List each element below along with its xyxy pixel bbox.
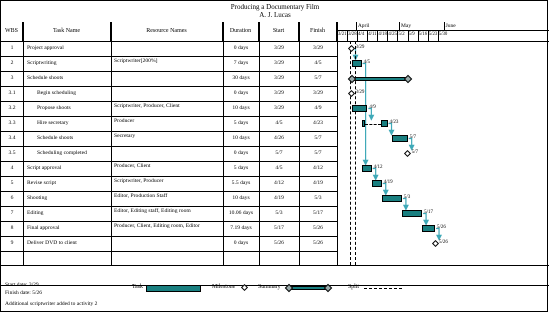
bar-date-label: 5/7 [409, 134, 417, 140]
timescale-month: May [401, 23, 412, 29]
bar-date-label: 4/12 [373, 164, 383, 170]
task-name-cell[interactable]: Project approval [27, 45, 64, 51]
task-bar[interactable] [402, 210, 422, 217]
timescale-week: 4/11 [368, 32, 377, 37]
legend-split-line [364, 288, 402, 289]
task-name-cell[interactable]: Final approval [27, 225, 60, 231]
wbs-cell[interactable]: 3 [10, 75, 14, 81]
col-header-resource-names[interactable]: Resource Names [111, 22, 223, 41]
bar-date-label: 4/9 [369, 104, 376, 110]
timescale-month: June [445, 23, 456, 29]
col-header-duration[interactable]: Duration [223, 22, 259, 41]
task-bar[interactable] [382, 195, 402, 202]
task-name-cell[interactable]: Deliver DVD to client [27, 240, 77, 246]
task-bar[interactable] [352, 105, 368, 112]
duration-cell[interactable]: 5 days [233, 120, 249, 126]
legend-split-label: Split [348, 284, 359, 290]
column-divider [111, 22, 112, 265]
duration-cell[interactable]: 7 days [233, 60, 249, 66]
start-cell[interactable]: 3/29 [274, 75, 284, 81]
duration-cell[interactable]: 0 days [233, 90, 249, 96]
bar-date-label: 4/23 [389, 119, 399, 125]
start-cell[interactable]: 3/29 [274, 105, 284, 111]
task-bar-segment[interactable] [381, 120, 388, 127]
bar-date-label: 4/5 [363, 59, 370, 65]
finish-cell[interactable]: 3/29 [313, 45, 323, 51]
timescale-week: 4/18 [378, 32, 387, 37]
start-cell[interactable]: 3/29 [274, 60, 284, 66]
timescale-week: 4/4 [358, 32, 365, 37]
duration-cell[interactable]: 0 days [233, 150, 249, 156]
legend-summary-label: Summary [258, 284, 281, 290]
resource-cell[interactable]: Producer, Client, Editing room, Editor [114, 223, 200, 229]
finish-cell[interactable]: 4/5 [314, 60, 322, 66]
wbs-cell[interactable]: 8 [10, 225, 14, 231]
col-header-finish[interactable]: Finish [299, 22, 337, 41]
wbs-cell[interactable]: 3.1 [8, 90, 16, 96]
finish-cell[interactable]: 5/17 [313, 210, 323, 216]
duration-cell[interactable]: 10 days [232, 195, 250, 201]
duration-cell[interactable]: 5.5 days [231, 180, 251, 186]
start-cell[interactable]: 4/5 [275, 120, 283, 126]
bar-date-label: 5/7 [411, 149, 419, 155]
finish-cell[interactable]: 4/19 [313, 180, 323, 186]
task-name-cell[interactable]: Schedule shoots [27, 75, 64, 81]
status-note: Additional scriptwriter added to activity 2 [5, 301, 98, 307]
task-name-cell[interactable]: Shooting [27, 195, 48, 201]
wbs-cell[interactable]: 3.3 [8, 120, 16, 126]
resource-cell[interactable]: Producer [114, 118, 135, 124]
duration-cell[interactable]: 7.19 days [230, 225, 252, 231]
finish-cell[interactable]: 5/3 [314, 195, 322, 201]
bar-date-label: 3/29 [355, 89, 365, 95]
col-header-wbs[interactable]: WBS [1, 22, 23, 41]
timescale-week: 5/2 [398, 32, 405, 37]
duration-cell[interactable]: 30 days [232, 75, 250, 81]
bar-date-label: 3/29 [355, 44, 365, 50]
task-name-cell[interactable]: Begin scheduling [37, 90, 76, 96]
header-divider [1, 41, 549, 42]
duration-cell[interactable]: 10 days [232, 135, 250, 141]
resource-cell[interactable]: Secretary [114, 133, 136, 139]
legend-task-bar [146, 285, 201, 292]
wbs-cell[interactable]: 3.4 [8, 135, 16, 141]
task-bar[interactable] [422, 225, 435, 232]
wbs-cell[interactable]: 2 [10, 60, 14, 66]
start-cell[interactable]: 5/3 [275, 210, 283, 216]
start-cell[interactable]: 5/17 [274, 225, 284, 231]
finish-cell[interactable]: 5/26 [313, 240, 323, 246]
task-name-cell[interactable]: Scheduling completed [37, 150, 87, 156]
task-name-cell[interactable]: Hire secretary [37, 120, 69, 126]
task-name-cell[interactable]: Editing [27, 210, 44, 216]
bar-date-label: 5/26 [437, 224, 446, 230]
duration-cell[interactable]: 0 days [233, 240, 249, 246]
timescale-week: 3/21 [338, 32, 347, 37]
timescale-week: 3/28 [348, 32, 357, 37]
wbs-cell[interactable]: 4 [10, 165, 14, 171]
duration-cell[interactable]: 10 days [232, 105, 250, 111]
project-author: A. J. Lucas [259, 11, 291, 19]
column-divider [259, 22, 260, 265]
finish-cell[interactable]: 5/7 [314, 150, 322, 156]
bar-date-label: 5/3 [403, 194, 411, 200]
task-bar[interactable] [372, 180, 382, 187]
finish-cell[interactable]: 5/7 [314, 75, 322, 81]
task-name-cell[interactable]: Schedule shoots [37, 135, 74, 141]
legend-milestone-label: Milestone [212, 284, 236, 290]
finish-cell[interactable]: 3/29 [313, 90, 323, 96]
task-bar[interactable] [362, 165, 372, 172]
duration-cell[interactable]: 0 days [233, 45, 249, 51]
start-cell[interactable]: 4/5 [275, 165, 283, 171]
start-cell[interactable]: 5/26 [274, 240, 284, 246]
split-dashes [365, 124, 381, 125]
col-header-start[interactable]: Start [259, 22, 299, 41]
finish-cell[interactable]: 4/9 [314, 105, 322, 111]
timescale-week: 5/23 [428, 32, 438, 37]
finish-cell[interactable]: 5/26 [313, 225, 323, 231]
start-cell[interactable]: 3/29 [274, 90, 284, 96]
wbs-cell[interactable]: 3.5 [8, 150, 16, 156]
wbs-cell[interactable]: 5 [10, 180, 14, 186]
timescale-week: 5/9 [408, 32, 415, 37]
project-title: Producing a Documentary Film [230, 3, 320, 11]
column-divider [23, 22, 24, 265]
resource-cell[interactable]: Scriptwriter[200%] [114, 58, 158, 64]
finish-cell[interactable]: 4/23 [313, 120, 323, 126]
bar-date-label: 4/19 [383, 179, 393, 185]
finish-cell[interactable]: 4/12 [313, 165, 323, 171]
wbs-cell[interactable]: 3.2 [8, 105, 16, 111]
resource-cell[interactable]: Scriptwriter, Producer, Client [114, 103, 180, 109]
dependency-arrows [1, 22, 549, 312]
task-name-cell[interactable]: Propose shoots [37, 105, 71, 111]
col-header-task-name[interactable]: Task Name [23, 22, 111, 41]
column-divider [337, 22, 338, 265]
start-date-label: Start date: 3/29 [5, 282, 39, 288]
table-bottom-divider [1, 265, 549, 266]
wbs-cell[interactable]: 1 [10, 45, 14, 51]
resource-cell[interactable]: Producer, Client [114, 163, 151, 169]
finish-date-label: Finish date: 5/26 [5, 290, 42, 296]
task-bar[interactable] [392, 135, 408, 142]
project-start-line [355, 41, 356, 265]
timescale-month: April [357, 23, 370, 29]
column-divider [299, 22, 300, 265]
start-cell[interactable]: 4/19 [274, 195, 284, 201]
column-divider [223, 22, 224, 265]
resource-cell[interactable]: Scriptwriter, Producer [114, 178, 164, 184]
wbs-cell[interactable]: 9 [10, 240, 14, 246]
start-cell[interactable]: 4/12 [274, 180, 284, 186]
start-cell[interactable]: 3/29 [274, 45, 284, 51]
task-name-cell[interactable]: Revise script [27, 180, 57, 186]
wbs-cell[interactable]: 6 [10, 195, 14, 201]
duration-cell[interactable]: 10.06 days [228, 210, 254, 216]
task-bar[interactable] [352, 60, 362, 67]
bar-date-label: 5/17 [424, 209, 433, 215]
start-cell[interactable]: 4/26 [274, 135, 284, 141]
task-name-cell[interactable]: Script approval [27, 165, 62, 171]
finish-cell[interactable]: 5/7 [314, 135, 322, 141]
resource-cell[interactable]: Editor, Production Staff [114, 193, 168, 199]
bar-date-label: 5/26 [439, 239, 448, 245]
summary-bar[interactable] [352, 77, 408, 81]
duration-cell[interactable]: 5 days [233, 165, 249, 171]
wbs-cell[interactable]: 7 [10, 210, 14, 216]
task-name-cell[interactable]: Scriptwriting [27, 60, 57, 66]
timescale-week: 5/30 [438, 32, 448, 37]
start-cell[interactable]: 5/7 [275, 150, 283, 156]
timescale-week: 5/16 [418, 32, 428, 37]
legend-task-label: Task [132, 284, 143, 290]
resource-cell[interactable]: Editor, Editing staff, Editing room [114, 208, 191, 214]
timescale-week: 4/25 [388, 32, 397, 37]
